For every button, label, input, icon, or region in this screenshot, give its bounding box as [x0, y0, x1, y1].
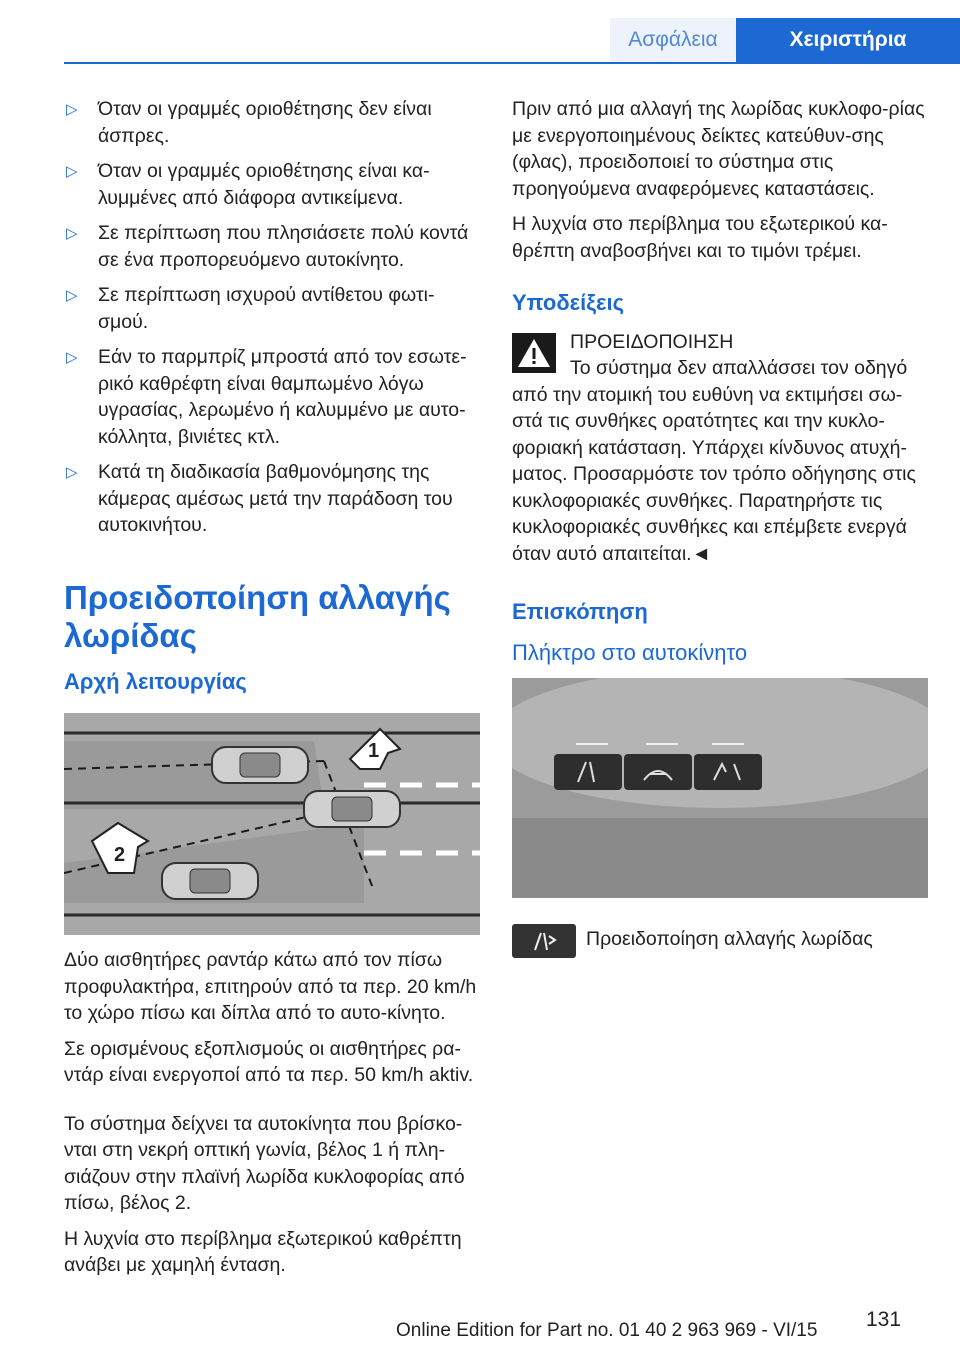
button-caption: Προειδοποίηση αλλαγής λωρίδας [586, 928, 873, 950]
car-icon [212, 747, 308, 783]
section-tab: Ασφάλεια [610, 18, 736, 62]
bullet-triangle-icon: ▷ [66, 464, 78, 481]
paragraph: Πριν από μια αλλαγή της λωρίδας κυκλοφο‐ρίας με ενεργοποιημένους δείκτες κατεύθυν‐σης (φλας), προειδοποιεί το σύστημα στις προηγούμενα αναφερόμενες καταστάσεις. [512, 98, 925, 200]
left-column [64, 96, 480, 1288]
car-icon [304, 791, 400, 827]
notes-heading: Υποδείξεις [512, 290, 625, 315]
bullet-triangle-icon: ▷ [66, 163, 78, 180]
list-item: ▷ Όταν οι γραμμές οριοθέτησης είναι κα‐λυμμένες από διάφορα αντικείμενα. [66, 160, 430, 209]
bullet-triangle-icon: ▷ [66, 287, 78, 304]
button-heading: Πλήκτρο στο αυτοκίνητο [512, 639, 748, 665]
page-header [0, 18, 960, 62]
subsection-title: Αρχή λειτουργίας [64, 668, 247, 694]
warning-text: Το σύστημα δεν απαλλάσσει τον οδηγό από την ατομική του ευθύνη να εκτιμήσει σω‐στά τις συνθήκες ορατότητες και την κυκλο‐φοριακή κατάσταση. Υπάρχει κίνδυνος ατυχή‐ματος. Προσαρμόστε τον τρόπο οδήγησης στις κυκλοφοριακές συνθήκες. Παρατηρήστε τις κυκλοφοριακές συνθήκες και επέμβετε ενεργά όταν αυτό απαιτείται.◄ [512, 357, 916, 565]
chapter-tab: Χειριστήρια [736, 18, 960, 62]
paragraph: Δύο αισθητήρες ραντάρ κάτω από τον πίσω προφυλακτήρα, επιτηρούν από τα περ. 20 km/h το χώρο πίσω και δίπλα από το αυτο‐κίνητο. [64, 949, 477, 1024]
overview-heading: Επισκόπηση [512, 599, 648, 624]
list-item: ▷ Κατά τη διαδικασία βαθμονόμησης της κάμερας αμέσως μετά την παράδοση του αυτοκινήτου. [66, 461, 453, 536]
paragraph: Σε ορισμένους εξοπλισμούς οι αισθητήρες ρα‐ντάρ είναι ενεργοποί από τα περ. 50 km/h aktiv. [64, 1037, 474, 1086]
lane-change-warning-icon [512, 924, 576, 958]
right-column [512, 96, 928, 958]
list-item: ▷ Εάν το παρμπρίζ μπροστά από τον εσωτε‐ρικό καθρέφτη είναι θαμπωμένο λόγω υγρασίας, λερωμένο ή καλυμμένο με αυτο‐κόλλητα, βινιέτες κτλ. [66, 346, 467, 448]
list-item: ▷ Σε περίπτωση ισχυρού αντίθετου φωτι‐σμού. [66, 284, 435, 333]
bullet-triangle-icon: ▷ [66, 349, 78, 366]
lane-diagram-illustration [64, 713, 480, 935]
car-icon [162, 863, 258, 899]
section-title: Προειδοποίηση αλλαγής λωρίδας [64, 578, 451, 654]
arrow-1-label: 1 [368, 740, 380, 762]
bullet-triangle-icon: ▷ [66, 101, 78, 118]
list-item: ▷ Σε περίπτωση που πλησιάσετε πολύ κοντά σε ένα προπορευόμενο αυτοκίνητο. [66, 222, 469, 271]
button-panel-photo [512, 678, 928, 898]
page-footer [0, 1308, 960, 1362]
bullet-triangle-icon: ▷ [66, 225, 78, 242]
paragraph: Η λυχνία στο περίβλημα του εξωτερικού κα‐θρέπτη αναβοσβήνει και το τιμόνι τρέμει. [512, 213, 888, 262]
warning-triangle-icon [512, 333, 556, 373]
page-number: 131 [866, 1308, 902, 1331]
button-legend [512, 924, 928, 958]
warning-box [512, 329, 928, 568]
condition-list [64, 96, 480, 539]
arrow-2-label: 2 [114, 844, 126, 866]
lane-diagram [64, 713, 480, 935]
paragraph: Το σύστημα δείχνει τα αυτοκίνητα που βρίσκο‐νται στη νεκρή οπτική γωνία, βέλος 1 ή πλη‐σιάζουν στην πλαϊνή λωρίδα κυκλοφορίας από πίσω, βέλος 2. [64, 1112, 465, 1214]
edition-text: Online Edition for Part no. 01 40 2 963 969 - VI/15 [396, 1320, 818, 1341]
warning-title: ΠΡΟΕΙΔΟΠΟΙΗΣΗ [570, 330, 734, 353]
paragraph: Η λυχνία στο περίβλημα εξωτερικού καθρέπτη ανάβει με χαμηλή ένταση. [64, 1227, 462, 1276]
list-item: ▷ Όταν οι γραμμές οριοθέτησης δεν είναι άσπρες. [66, 98, 432, 147]
header-rule [64, 62, 960, 64]
